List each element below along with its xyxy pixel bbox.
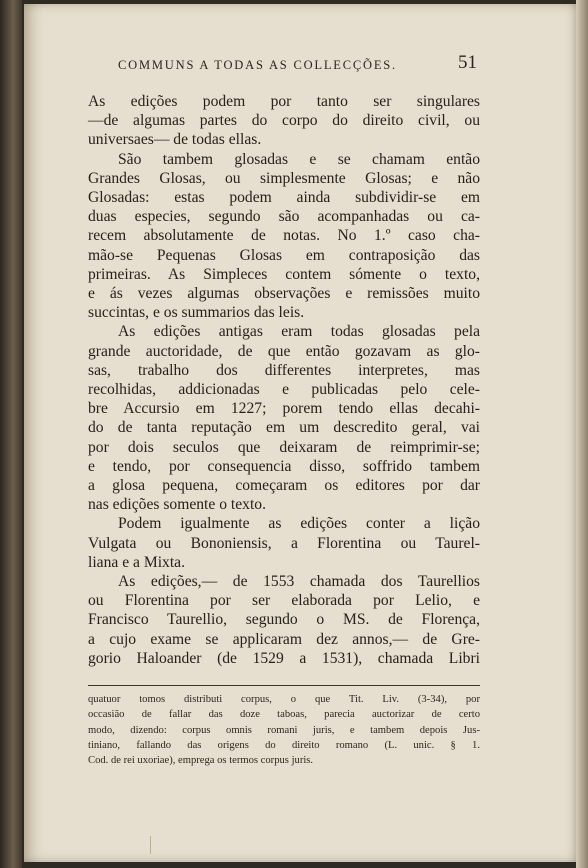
body-text [88, 92, 480, 668]
text-line: por dois seculos que deixaram de reimprimir-se; [88, 438, 480, 456]
text-line: recolhidas, addicionadas e publicadas pelo cele- [88, 381, 480, 399]
text-line: Vulgata ou Bononiensis, a Florentina ou Taurel- [88, 534, 480, 552]
text-line: As edições antigas eram todas glosadas pela [118, 323, 480, 341]
text-line: As edições podem por tanto ser singulares [88, 93, 480, 110]
margin-mark [150, 836, 157, 854]
text-line: recem absolutamente de notas. No 1.º caso cha- [88, 227, 480, 245]
text-line: Grandes Glosas, ou simplesmente Glosas; e não [88, 169, 480, 187]
footnote-line: Cod. de rei uxoriae), emprega os termos corpus juris. [88, 755, 314, 767]
text-line: gorio Haloander (de 1529 a 1531), chamada Libri [88, 649, 480, 667]
footnote-text [88, 692, 480, 768]
footnote-line: modo, dizendo: corpus omnis romani juris, e tambem depois Jus- [88, 724, 480, 736]
text-line: sas, trabalho dos differentes interpretes, mas [88, 361, 480, 379]
text-line: ou Florentina por ser elaborada por Lelio, e [88, 592, 480, 610]
text-line: succintas, e os summarios das leis. [88, 304, 305, 322]
footnote-line: tiniano, fallando das origens do direito romano (L. unic. § 1. [88, 739, 480, 751]
text-line: As edições,— de 1553 chamada dos Taurellios [118, 573, 480, 591]
footnote-rule [88, 685, 480, 686]
footnote-line: occasião de fallar das doze taboas, parecia auctorizar de certo [88, 709, 480, 721]
binding-edge [0, 0, 22, 868]
text-line: nas edições somente o texto. [88, 496, 266, 514]
text-line: e tendo, por consequencia disso, soffrido tambem [88, 457, 480, 475]
text-line: primeiras. As Simpleces contem sómente o texto, [88, 265, 480, 283]
page-edge [576, 0, 588, 868]
text-line: liana e a Mixta. [88, 553, 185, 571]
text-line: —de algumas partes do corpo do direito civil, ou [88, 112, 480, 130]
text-line: mão-se Pequenas Glosas em contraposição das [88, 246, 480, 264]
text-line: e ás vezes algumas observações e remissões muito [88, 285, 480, 303]
text-line: Podem igualmente as edições conter a lição [118, 515, 480, 533]
page-number: 51 [458, 52, 477, 73]
text-line: grande auctoridade, de que então gozavam as glo- [88, 342, 480, 360]
running-head: COMMUNS A TODAS AS COLLECÇÕES. [118, 58, 397, 72]
text-line: Glosadas: estas podem ainda subdividir-se em [88, 189, 480, 207]
text-line: do de tanta reputação em um descredito geral, vai [88, 419, 480, 437]
text-line: Francisco Taurellio, segundo o MS. de Florença, [88, 611, 480, 629]
text-line: duas especies, segundo são acompanhadas ou ca- [88, 208, 480, 226]
text-line: bre Accursio em 1227; porem tendo ellas decahi- [88, 400, 480, 418]
text-line: a glosa pequena, começaram os editores por dar [88, 477, 480, 495]
footnote-line: quatuor tomos distributi corpus, o que Tit. Liv. (3-34), por [88, 694, 480, 705]
text-line: a cujo exame se applicaram dez annos,— de Gre- [88, 630, 480, 648]
text-line: São tambem glosadas e se chamam então [118, 150, 480, 168]
text-line: universaes— de todas ellas. [88, 131, 262, 149]
